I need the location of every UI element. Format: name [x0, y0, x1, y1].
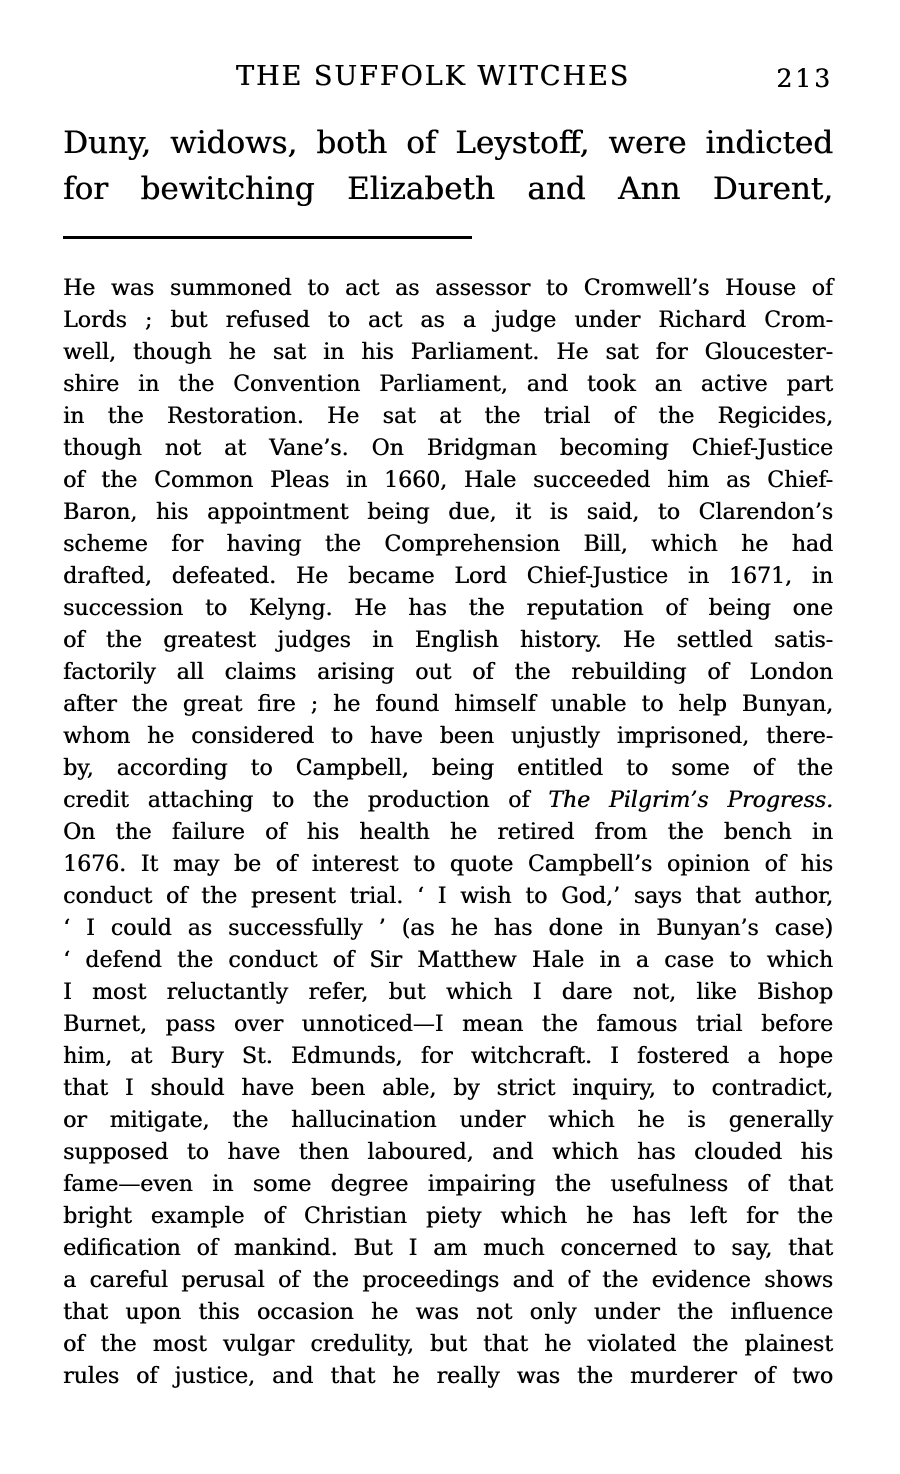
- footnote-line: him, at Bury St. Edmunds, for witchcraft. I fostered a hope: [63, 1044, 833, 1069]
- footnote-line: conduct of the present trial. ‘ I wish to God,’ says that author,: [63, 884, 833, 909]
- footnote-line: of the greatest judges in English history. He settled satis-: [63, 628, 833, 653]
- footnote-text: [63, 273, 833, 1393]
- footnote-line: Baron, his appointment being due, it is said, to Clarendon’s: [63, 500, 833, 525]
- footnote-line: scheme for having the Comprehension Bill, which he had: [63, 532, 833, 557]
- footnote-line: of the most vulgar credulity, but that he violated the plainest: [63, 1332, 833, 1357]
- footnote-separator-rule: [63, 236, 472, 239]
- footnote-line: well, though he sat in his Parliament. He sat for Gloucester-: [63, 340, 833, 365]
- footnote-line: factorily all claims arising out of the rebuilding of London: [63, 660, 833, 685]
- page-header: [63, 60, 833, 96]
- footnote-line: succession to Kelyng. He has the reputation of being one: [63, 596, 833, 621]
- running-title: THE SUFFOLK WITCHES: [235, 61, 631, 92]
- footnote-line: On the failure of his health he retired from the bench in: [63, 820, 833, 845]
- footnote-line: rules of justice, and that he really was the murderer of two: [63, 1364, 833, 1389]
- footnote-line: shire in the Convention Parliament, and took an active part: [63, 372, 833, 397]
- footnote-line: ‘ defend the conduct of Sir Matthew Hale in a case to which: [63, 948, 833, 973]
- page-number: 213: [776, 64, 833, 93]
- footnote-line: I most reluctantly refer, but which I dare not, like Bishop: [63, 980, 833, 1005]
- footnote-line: supposed to have then laboured, and which has clouded his: [63, 1140, 833, 1165]
- footnote-line: fame—even in some degree impairing the usefulness of that: [63, 1172, 833, 1197]
- text-segment: credit attaching to the production of: [63, 788, 549, 813]
- footnote-line: 1676. It may be of interest to quote Campbell’s opinion of his: [63, 852, 833, 877]
- footnote-line: that upon this occasion he was not only under the influence: [63, 1300, 833, 1325]
- footnote-line: though not at Vane’s. On Bridgman becoming Chief-Justice: [63, 436, 833, 461]
- footnote-line: after the great fire ; he found himself unable to help Bunyan,: [63, 692, 833, 717]
- footnote-line: ‘ I could as successfully ’ (as he has done in Bunyan’s case): [63, 916, 833, 941]
- footnote-line: bright example of Christian piety which he has left for the: [63, 1204, 833, 1229]
- footnote-line: of the Common Pleas in 1660, Hale succeeded him as Chief-: [63, 468, 833, 493]
- main-text: [63, 120, 833, 212]
- italic-book-title: The Pilgrim’s Progress.: [548, 788, 833, 813]
- footnote-line: that I should have been able, by strict inquiry, to contradict,: [63, 1076, 833, 1101]
- footnote-line: He was summoned to act as assessor to Cromwell’s House of: [63, 276, 833, 301]
- main-text-line: Duny, widows, both of Leystoff, were indicted: [63, 125, 833, 161]
- footnote-line: [63, 785, 833, 817]
- footnote-line: edification of mankind. But I am much concerned to say, that: [63, 1236, 833, 1261]
- footnote-line: or mitigate, the hallucination under which he is generally: [63, 1108, 833, 1133]
- main-text-line: for bewitching Elizabeth and Ann Durent,: [63, 171, 833, 207]
- footnote-line: a careful perusal of the proceedings and of the evidence shows: [63, 1268, 833, 1293]
- footnote-line: Lords ; but refused to act as a judge under Richard Crom-: [63, 308, 833, 333]
- footnote-line: whom he considered to have been unjustly imprisoned, there-: [63, 724, 833, 749]
- footnote-line: in the Restoration. He sat at the trial of the Regicides,: [63, 404, 833, 429]
- footnote-line: drafted, defeated. He became Lord Chief-Justice in 1671, in: [63, 564, 833, 589]
- footnote-line: by, according to Campbell, being entitled to some of the: [63, 756, 833, 781]
- footnote-line: Burnet, pass over unnoticed—I mean the famous trial before: [63, 1012, 833, 1037]
